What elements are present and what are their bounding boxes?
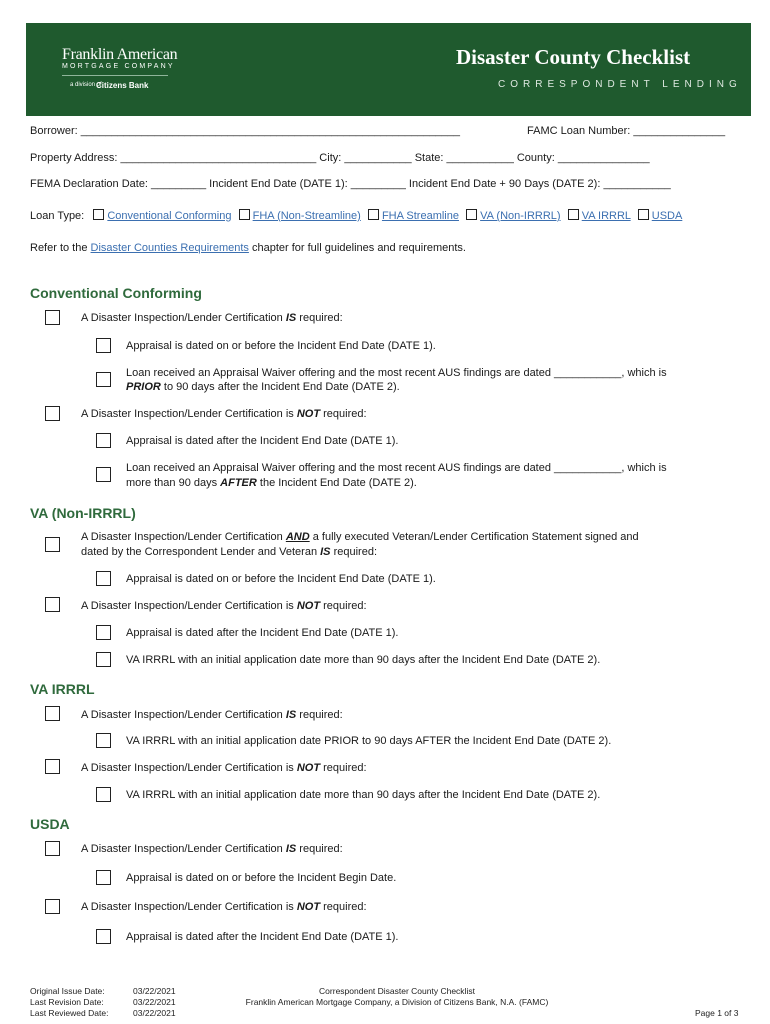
dates-field[interactable]: FEMA Declaration Date: _________ Incident End Date (DATE 1): _________ Incident End Date + 90 Days (DATE 2): ___________	[30, 178, 671, 190]
footer-company-line: Franklin American Mortgage Company, a Division of Citizens Bank, N.A. (FAMC)	[245, 997, 549, 1007]
requirement-text: A Disaster Inspection/Lender Certification IS required:	[81, 709, 343, 721]
item-text: Appraisal is dated on or before the Incident Begin Date.	[126, 872, 397, 884]
checkbox[interactable]	[96, 652, 111, 667]
loan-type-label: Loan Type:	[30, 210, 85, 222]
footer-label-original-issue: Original Issue Date:	[30, 986, 105, 996]
loan-type-usda[interactable]: USDA	[651, 210, 683, 222]
document-subtitle: CORRESPONDENT LENDING	[498, 79, 742, 90]
document-title: Disaster County Checklist	[456, 45, 691, 69]
item-text: PRIOR to 90 days after the Incident End Date (DATE 2).	[126, 381, 400, 393]
checkbox[interactable]	[45, 406, 60, 421]
requirement-text: A Disaster Inspection/Lender Certification IS required:	[81, 843, 343, 855]
requirement-text: A Disaster Inspection/Lender Certification is NOT required:	[81, 901, 367, 913]
loan-type-conventional[interactable]: Conventional Conforming	[107, 210, 232, 222]
requirement-text: A Disaster Inspection/Lender Certification IS required:	[81, 312, 343, 324]
checkbox[interactable]	[96, 870, 111, 885]
requirement-text: A Disaster Inspection/Lender Certification is NOT required:	[81, 600, 367, 612]
item-text: VA IRRRL with an initial application date PRIOR to 90 days AFTER the Incident End Date (DATE 2).	[126, 735, 612, 747]
company-logo-subtitle: MORTGAGE COMPANY	[62, 63, 175, 70]
checkbox[interactable]	[96, 929, 111, 944]
logo-divider	[62, 75, 168, 76]
borrower-field[interactable]: Borrower: ______________________________________________________________	[30, 125, 461, 137]
disaster-counties-link[interactable]: Disaster Counties Requirements	[90, 242, 249, 254]
item-text: Appraisal is dated on or before the Incident End Date (DATE 1).	[126, 340, 436, 352]
affiliate-prefix: a division of	[70, 82, 102, 88]
item-text: Appraisal is dated after the Incident End Date (DATE 1).	[126, 435, 399, 447]
footer-date-last-revision: 03/22/2021	[133, 997, 176, 1007]
checkbox[interactable]	[96, 338, 111, 353]
checkbox[interactable]	[96, 433, 111, 448]
checkbox[interactable]	[45, 310, 60, 325]
company-logo-name: Franklin American	[62, 46, 178, 63]
checkbox[interactable]	[96, 571, 111, 586]
loan-type-checkbox[interactable]	[368, 209, 379, 220]
item-text: Loan received an Appraisal Waiver offering and the most recent AUS findings are dated ___________, which is	[126, 367, 667, 379]
famc-loan-number-field[interactable]: FAMC Loan Number: _______________	[527, 125, 726, 137]
checkbox[interactable]	[96, 733, 111, 748]
bank-logo: Citizens Bank	[96, 81, 149, 90]
checkbox[interactable]	[45, 759, 60, 774]
checkbox[interactable]	[45, 706, 60, 721]
checkbox[interactable]	[96, 625, 111, 640]
loan-type-row	[30, 209, 682, 222]
item-text: VA IRRRL with an initial application date more than 90 days after the Incident End Date (DATE 2).	[126, 654, 601, 666]
footer-date-last-reviewed: 03/22/2021	[133, 1008, 176, 1018]
checkbox[interactable]	[96, 787, 111, 802]
item-text: Loan received an Appraisal Waiver offering and the most recent AUS findings are dated ___________, which is	[126, 462, 667, 474]
checkbox[interactable]	[96, 467, 111, 482]
section-title-va-irrrl: VA IRRRL	[30, 681, 95, 697]
footer-doc-name: Correspondent Disaster County Checklist	[319, 986, 475, 996]
refer-line	[30, 242, 466, 254]
checkbox[interactable]	[96, 372, 111, 387]
footer-label-last-revision: Last Revision Date:	[30, 997, 104, 1007]
item-text: Appraisal is dated on or before the Incident End Date (DATE 1).	[126, 573, 436, 585]
requirement-text: A Disaster Inspection/Lender Certification is NOT required:	[81, 408, 367, 420]
loan-type-checkbox[interactable]	[466, 209, 477, 220]
checkbox[interactable]	[45, 899, 60, 914]
requirement-text: A Disaster Inspection/Lender Certification is NOT required:	[81, 762, 367, 774]
loan-type-checkbox[interactable]	[239, 209, 250, 220]
refer-prefix: Refer to the	[30, 242, 88, 254]
section-title-usda: USDA	[30, 816, 70, 832]
item-text: Appraisal is dated after the Incident End Date (DATE 1).	[126, 931, 399, 943]
property-address-field[interactable]: Property Address: ________________________________ City: ___________ State: ___________ County: _______________	[30, 152, 650, 164]
loan-type-fha-non-streamline[interactable]: FHA (Non-Streamline)	[252, 210, 361, 222]
checkbox[interactable]	[45, 841, 60, 856]
loan-type-va-non-irrrl[interactable]: VA (Non-IRRRL)	[480, 210, 561, 222]
loan-type-checkbox[interactable]	[568, 209, 579, 220]
loan-type-checkbox[interactable]	[638, 209, 649, 220]
item-text: VA IRRRL with an initial application date more than 90 days after the Incident End Date (DATE 2).	[126, 789, 601, 801]
page-number: Page 1 of 3	[695, 1008, 739, 1018]
footer-date-original-issue: 03/22/2021	[133, 986, 176, 996]
loan-type-fha-streamline[interactable]: FHA Streamline	[381, 210, 459, 222]
loan-type-checkbox[interactable]	[93, 209, 104, 220]
checkbox[interactable]	[45, 597, 60, 612]
requirement-text: dated by the Correspondent Lender and Veteran IS required:	[81, 546, 378, 558]
section-title-va-non-irrrl: VA (Non-IRRRL)	[30, 505, 136, 521]
refer-suffix: chapter for full guidelines and requirements.	[251, 242, 466, 254]
section-title-conventional: Conventional Conforming	[30, 285, 202, 301]
item-text: more than 90 days AFTER the Incident End Date (DATE 2).	[126, 477, 417, 489]
item-text: Appraisal is dated after the Incident End Date (DATE 1).	[126, 627, 399, 639]
loan-type-va-irrrl[interactable]: VA IRRRL	[581, 210, 631, 222]
requirement-text: A Disaster Inspection/Lender Certification AND a fully executed Veteran/Lender Certification Statement signed and	[81, 531, 639, 543]
checkbox[interactable]	[45, 537, 60, 552]
footer-label-last-reviewed: Last Reviewed Date:	[30, 1008, 109, 1018]
